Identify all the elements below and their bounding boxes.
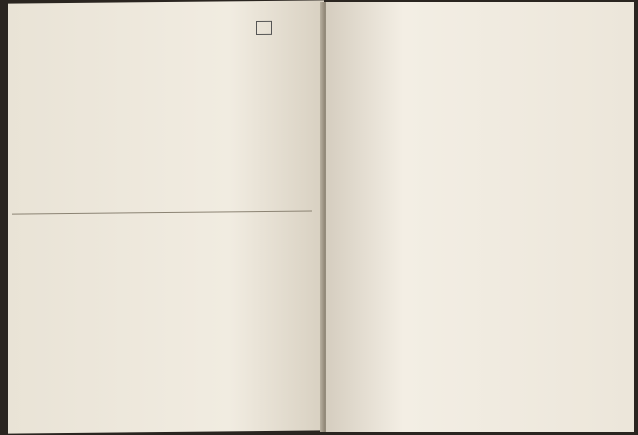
left-page xyxy=(8,0,324,433)
book-spread xyxy=(8,2,634,432)
figure-list-bottom xyxy=(8,0,324,3)
figure-label-box xyxy=(256,21,272,35)
figure-list-top xyxy=(8,0,324,3)
right-page xyxy=(326,2,634,432)
section-divider xyxy=(12,210,312,214)
